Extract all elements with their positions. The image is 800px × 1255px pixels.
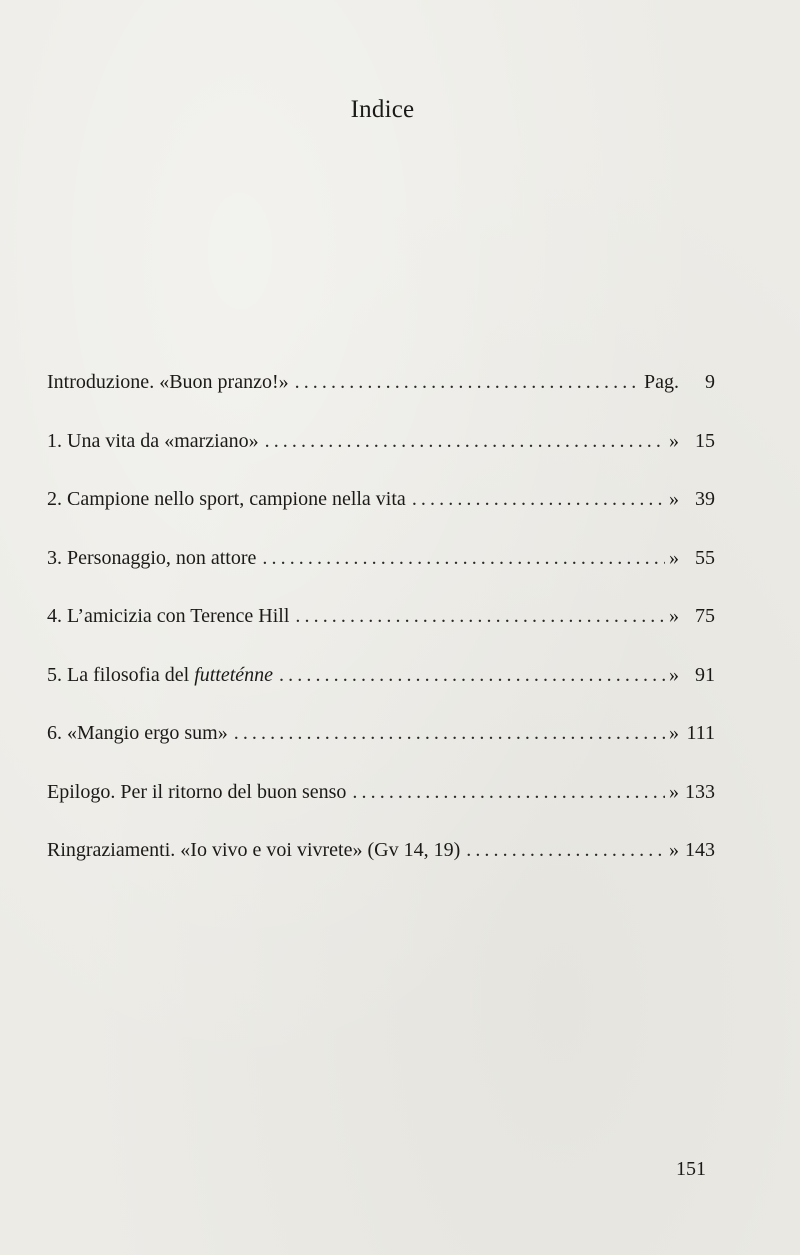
toc-entry: [47, 596, 715, 655]
dot-leader: [352, 772, 665, 812]
table-of-contents: [47, 362, 715, 889]
toc-entry-page: 111: [686, 722, 715, 744]
dot-leader: [265, 421, 665, 461]
toc-entry: [47, 830, 715, 889]
toc-entry-page: 9: [705, 371, 715, 393]
toc-entry: [47, 655, 715, 714]
ditto-mark: »: [669, 429, 679, 452]
toc-entry: [47, 713, 715, 772]
page-abbreviation: Pag.: [644, 371, 679, 393]
ditto-mark: »: [669, 605, 679, 627]
toc-entry: [47, 479, 715, 538]
toc-entry-page: 39: [695, 488, 715, 510]
dot-leader: [295, 596, 665, 636]
ditto-mark: »: [669, 663, 679, 686]
dot-leader: [262, 538, 665, 578]
dot-leader: [295, 362, 640, 402]
toc-entry-label: Epilogo. Per il ritorno del buon senso: [47, 780, 347, 803]
dot-leader: [466, 830, 665, 870]
toc-entry-label: 2. Campione nello sport, campione nella vita: [47, 488, 406, 510]
toc-entry-label: 5. La filosofia del futteténne: [47, 663, 274, 686]
dot-leader: [412, 479, 665, 519]
toc-entry: [47, 421, 715, 480]
page-title: Indice: [350, 96, 415, 123]
toc-entry-page: 75: [695, 605, 715, 627]
toc-entry-label: 6. «Mangio ergo sum»: [47, 722, 228, 744]
toc-entry-label: 4. L’amicizia con Terence Hill: [47, 605, 290, 627]
ditto-mark: »: [669, 722, 679, 744]
toc-entry-label: 1. Una vita da «marziano»: [47, 429, 259, 452]
toc-entry: [47, 772, 715, 831]
ditto-mark: »: [669, 546, 679, 569]
toc-entry-label: 3. Personaggio, non attore: [47, 546, 257, 569]
ditto-mark: »: [669, 488, 679, 510]
ditto-mark: »: [669, 839, 679, 861]
toc-entry-page: 133: [685, 780, 715, 803]
dot-leader: [234, 713, 665, 753]
ditto-mark: »: [669, 780, 679, 803]
toc-entry: [47, 538, 715, 597]
toc-entry-label: Introduzione. «Buon pranzo!»: [47, 371, 289, 393]
toc-entry-page: 15: [695, 429, 715, 452]
page-number: 151: [676, 1158, 706, 1180]
toc-entry-page: 91: [695, 663, 715, 686]
dot-leader: [279, 655, 665, 695]
toc-entry-label: Ringraziamenti. «Io vivo e voi vivrete» (Gv 14, 19): [47, 839, 461, 861]
toc-entry: [47, 362, 715, 421]
toc-entry-page: 143: [685, 839, 715, 861]
toc-entry-page: 55: [695, 546, 715, 569]
